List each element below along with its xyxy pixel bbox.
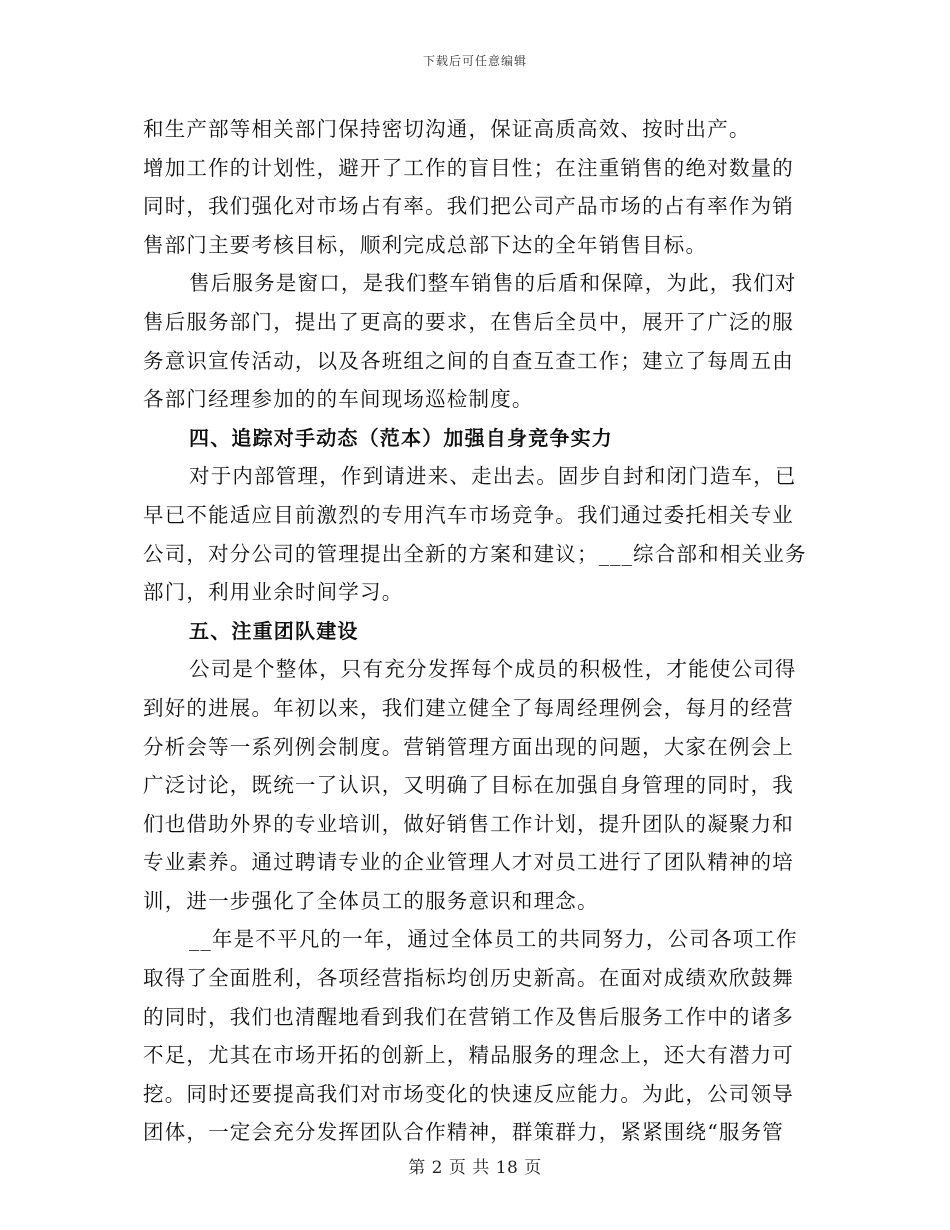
body-line: 专业素养。通过聘请专业的企业管理人才对员工进行了团队精神的培: [143, 850, 794, 875]
paragraph-start-line: __年是不平凡的一年，通过全体员工的共同努力，公司各项工作: [189, 927, 798, 952]
body-line: 取得了全面胜利，各项经营指标均创历史新高。在面对成绩欢欣鼓舞: [143, 966, 794, 991]
body-line: 广泛讨论，既统一了认识，又明确了目标在加强自身管理的同时，我: [143, 773, 794, 798]
body-line: 各部门经理参加的的车间现场巡检制度。: [143, 387, 534, 412]
body-line: 不足，尤其在市场开拓的创新上，精品服务的理念上，还大有潜力可: [143, 1043, 794, 1068]
body-line: 团体，一定会充分发挥团队合作精神，群策群力，紧紧围绕“服务管: [143, 1120, 784, 1145]
body-line: 部门，利用业余时间学习。: [143, 580, 404, 605]
body-line: 公司，对分公司的管理提出全新的方案和建议；___综合部和相关业务: [143, 541, 807, 566]
body-line: 售后服务部门，提出了更高的要求，在售后全员中，展开了广泛的服: [143, 309, 794, 334]
body-line: 的同时，我们也清醒地看到我们在营销工作及售后服务工作中的诸多: [143, 1004, 794, 1029]
body-line: 早已不能适应目前激烈的专用汽车市场竞争。我们通过委托相关专业: [143, 502, 794, 527]
section-heading-5: 五、注重团队建设: [189, 618, 359, 643]
download-note: 下载后可任意编辑: [422, 54, 527, 68]
body-line: 们也借助外界的专业培训，做好销售工作计划，提升团队的凝聚力和: [143, 811, 794, 836]
body-line: 售部门主要考核目标，顺利完成总部下达的全年销售目标。: [143, 232, 708, 257]
body-line: 务意识宣传活动，以及各班组之间的自查互查工作；建立了每周五由: [143, 348, 794, 373]
body-line: 分析会等一系列例会制度。营销管理方面出现的问题，大家在例会上: [143, 734, 794, 759]
document-body: [143, 110, 808, 1152]
body-line: 和生产部等相关部门保持密切沟通，保证高质高效、按时出产。: [143, 117, 751, 141]
body-line: 同时，我们强化对市场占有率。我们把公司产品市场的占有率作为销: [143, 194, 794, 219]
body-line: 到好的进展。年初以来，我们建立健全了每周经理例会，每月的经营: [143, 695, 794, 720]
paragraph-start-line: 售后服务是窗口，是我们整车销售的后盾和保障，为此，我们对: [189, 271, 797, 296]
page-number: 第 2 页 共 18 页: [408, 1158, 542, 1178]
section-heading-4: 四、追踪对手动态（范本）加强自身竞争实力: [189, 425, 613, 450]
paragraph-start-line: 对于内部管理，作到请进来、走出去。固步自封和闭门造车，已: [189, 464, 797, 489]
body-line: 增加工作的计划性，避开了工作的盲目性；在注重销售的绝对数量的: [143, 155, 794, 180]
body-line: 训，进一步强化了全体员工的服务意识和理念。: [143, 888, 599, 913]
body-line: 挖。同时还要提高我们对市场变化的快速反应能力。为此，公司领导: [143, 1081, 794, 1106]
paragraph-start-line: 公司是个整体，只有充分发挥每个成员的积极性，才能使公司得: [189, 657, 797, 682]
